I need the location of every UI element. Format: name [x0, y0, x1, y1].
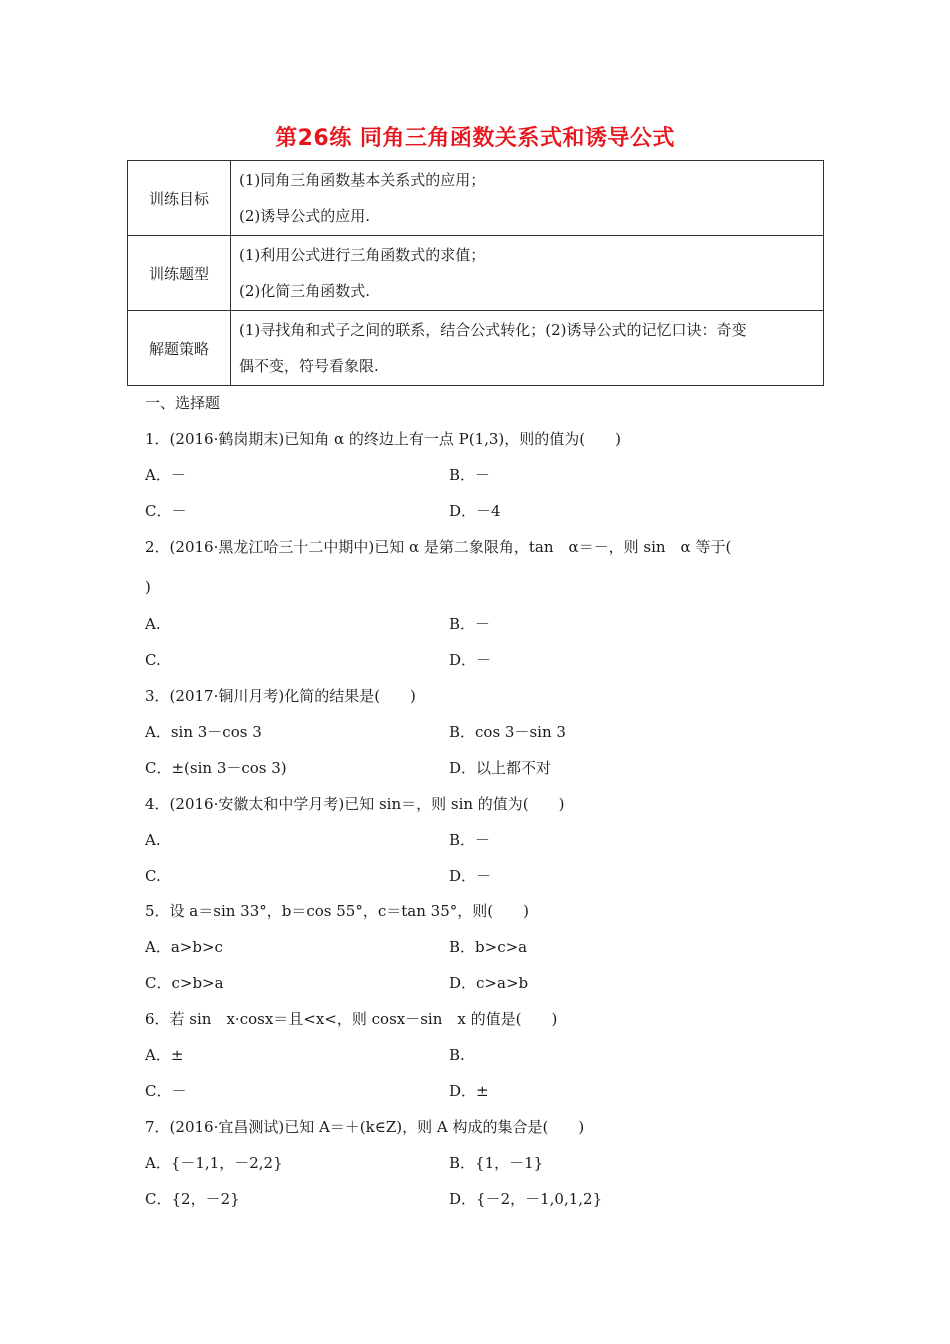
option-a: A. — [145, 615, 161, 633]
option-d: D．－ — [449, 867, 492, 885]
option-b: B．b>c>a — [449, 938, 528, 956]
option-a: A．{－1,1，－2,2} — [145, 1154, 283, 1172]
table-row — [128, 236, 824, 311]
content-line: (1)寻找角和式子之间的联系，结合公式转化；(2)诱导公式的记忆口诀：奇变 — [239, 321, 747, 339]
option-d: D．c>a>b — [449, 974, 529, 992]
question-stem: 7．(2016·宜昌测试)已知 A＝＋(k∈Z)，则 A 构成的集合是( ) — [145, 1118, 585, 1136]
option-c: C．c>b>a — [145, 974, 224, 992]
option-c: C．－ — [145, 502, 187, 520]
option-a: A．－ — [145, 466, 186, 484]
option-d: D．－ — [449, 651, 492, 669]
row-label: 解题策略 — [128, 311, 231, 386]
option-c: C．－ — [145, 1082, 187, 1100]
option-b: B．－ — [449, 831, 491, 849]
option-d: D．－4 — [449, 502, 501, 520]
question-stem-continued: ) — [145, 578, 151, 596]
option-b: B．{1，－1} — [449, 1154, 544, 1172]
table-row — [128, 311, 824, 386]
option-c: C. — [145, 651, 161, 669]
option-a: A. — [145, 831, 161, 849]
option-b: B. — [449, 1046, 465, 1064]
option-b: B．－ — [449, 615, 491, 633]
content-line: (1)利用公式进行三角函数式的求值； — [239, 246, 486, 264]
row-content — [231, 311, 824, 386]
option-c: C．{2，－2} — [145, 1190, 240, 1208]
option-a: A．a>b>c — [145, 938, 223, 956]
option-b: B．－ — [449, 466, 491, 484]
question-stem: 4．(2016·安徽太和中学月考)已知 sin＝，则 sin 的值为( ) — [145, 795, 565, 813]
question-stem: 3．(2017·铜川月考)化简的结果是( ) — [145, 687, 416, 705]
row-label: 训练目标 — [128, 161, 231, 236]
content-line: 偶不变，符号看象限. — [239, 357, 379, 375]
page-title: 第26练 同角三角函数关系式和诱导公式 — [275, 126, 675, 151]
option-c: C．±(sin 3－cos 3) — [145, 759, 287, 777]
table-row — [128, 161, 824, 236]
option-b: B．cos 3－sin 3 — [449, 723, 566, 741]
training-goals-table — [127, 160, 824, 386]
content-line: (1)同角三角函数基本关系式的应用； — [239, 171, 486, 189]
option-a: A．sin 3－cos 3 — [145, 723, 262, 741]
question-stem: 2．(2016·黑龙江哈三十二中期中)已知 α 是第二象限角，tan α＝－，则 sin α 等于( — [145, 538, 732, 556]
question-stem: 6．若 sin x·cosx＝且<x<，则 cosx－sin x 的值是( ) — [145, 1010, 558, 1028]
row-content — [231, 236, 824, 311]
option-a: A．± — [145, 1046, 184, 1064]
question-stem: 1．(2016·鹤岗期末)已知角 α 的终边上有一点 P(1,3)，则的值为( ) — [145, 430, 621, 448]
option-d: D．± — [449, 1082, 489, 1100]
section-heading: 一、选择题 — [145, 394, 221, 412]
question-stem: 5．设 a＝sin 33°，b＝cos 55°，c＝tan 35°，则( ) — [145, 902, 529, 920]
content-line: (2)化简三角函数式. — [239, 282, 371, 300]
option-d: D．以上都不对 — [449, 759, 552, 777]
option-d: D．{－2，－1,0,1,2} — [449, 1190, 603, 1208]
row-label: 训练题型 — [128, 236, 231, 311]
row-content — [231, 161, 824, 236]
option-c: C. — [145, 867, 161, 885]
content-line: (2)诱导公式的应用. — [239, 207, 371, 225]
